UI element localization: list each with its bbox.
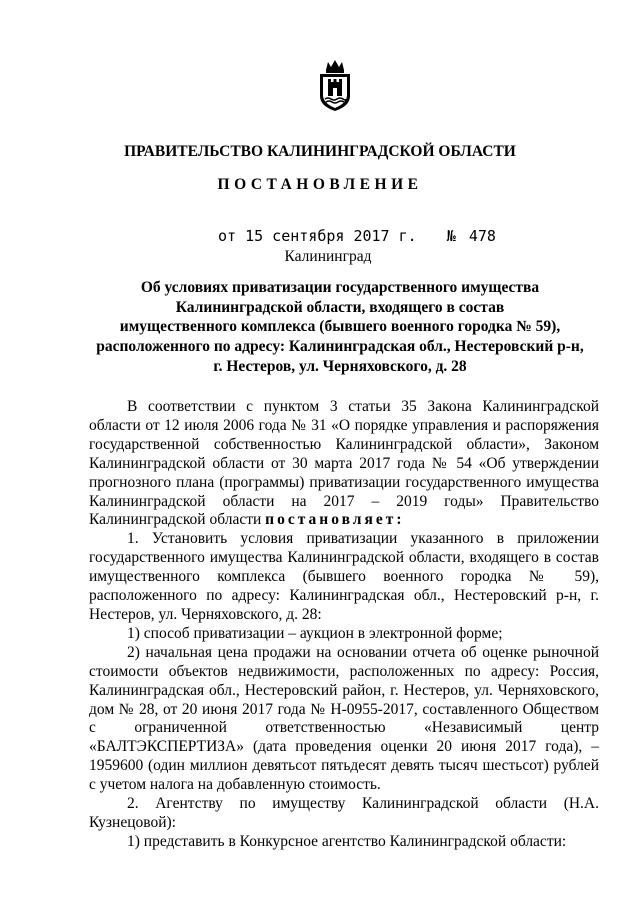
resolves-verb: постановляет: — [265, 511, 405, 529]
title-line: имущественного комплекса (бывшего военного городка № 59), — [119, 318, 561, 336]
date-prefix: от — [218, 227, 237, 245]
document-date: 15 сентября 2017 г. — [245, 227, 417, 245]
clause-paragraph: 1) способ приватизации – аукцион в электронной форме; — [127, 624, 503, 642]
clause-paragraph: 2. Агентству по имуществу Калининградской области (Н.А. Кузнецовой): — [89, 795, 599, 831]
title-line: г. Нестеров, ул. Черняховского, д. 28 — [213, 357, 467, 375]
coat-of-arms-icon — [316, 58, 354, 112]
clause-paragraph: 2) начальная цена продажи на основании отчета об оценке рыночной стоимости объектов недвижимости, расположенных по адресу: Россия, Калининградская обл., Нестеровский район, г. Нестеров, ул. Черняховского, дом № 28, от 20 июня 2017 года № Н-0955-2017, составленного Обществом с ограниченной ответственностью «Независимый центр «БАЛТЭКСПЕРТИЗА» (дата проведения оценки 20 июня 2017 года), – 1959600 (один миллион девятьсот пятьдесят девять тысяч шестьсот) рублей с учетом налога на добавленную стоимость. — [89, 643, 599, 794]
number-sign: № — [446, 227, 456, 245]
title-line: Калининградской области, входящего в состав — [175, 298, 505, 316]
title-line: Об условиях приватизации государственного имущества — [140, 279, 540, 296]
preamble-text: В соответствии с пунктом 3 статьи 35 Закона Калининградской области от 12 июля 2006 года № 31 «О порядке управления и распоряжения государственной собственностью Калининградской области», Законом Калининградской области от 30 марта 2017 года № 54 «Об утверждении прогнозного плана (программы) приватизации государственного имущества Калининградской области на 2017 – 2019 годы» Правительство Калининградской области — [89, 398, 599, 529]
document-body — [89, 398, 599, 852]
government-heading: ПРАВИТЕЛЬСТВО КАЛИНИНГРАДСКОЙ ОБЛАСТИ — [124, 143, 516, 160]
clause-paragraph: 1. Установить условия приватизации указанного в приложении государственного имущества Калининградской области, входящего в состав имущественного комплекса (бывшего военного городка № 59), расположенного по адресу: Калининградская обл., Нестеровский р-н, г. Нестеров, ул. Черняховского, д. 28: — [89, 530, 599, 623]
date-line — [218, 227, 496, 245]
city-name: Калининград — [284, 248, 372, 265]
document-type: ПОСТАНОВЛЕНИЕ — [217, 176, 423, 193]
document-title — [80, 278, 600, 377]
clause-paragraph: 1) представить в Конкурсное агентство Калининградской области: — [127, 832, 567, 850]
title-line: расположенного по адресу: Калининградская обл., Нестеровский р-н, — [96, 338, 584, 356]
document-number: 478 — [468, 227, 496, 245]
preamble-paragraph — [89, 398, 599, 530]
